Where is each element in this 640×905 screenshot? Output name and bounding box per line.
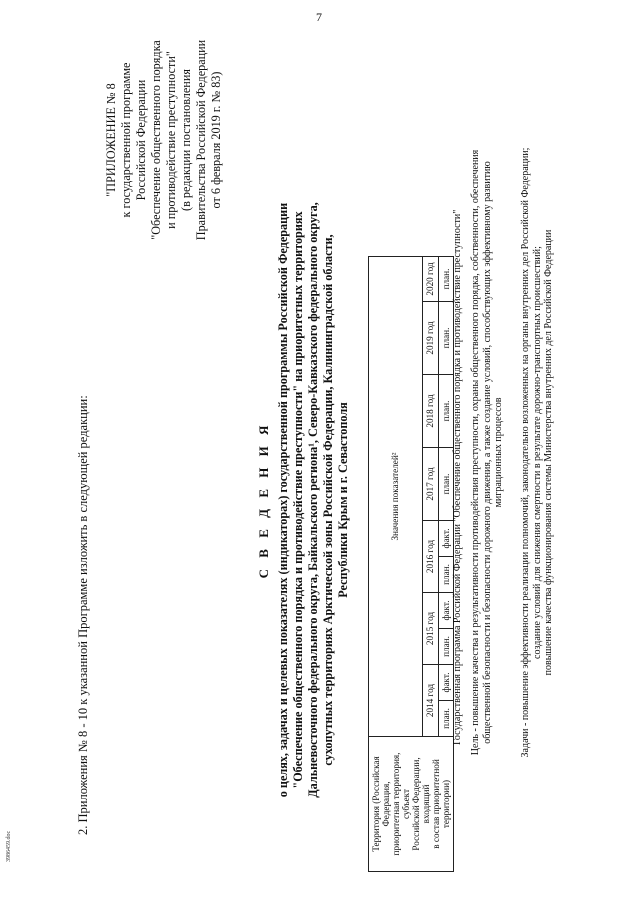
tasks-text [520,0,555,905]
year-header: 2020 год [423,257,439,302]
title-line: Республики Крым и г. Севастополя [336,402,350,598]
subheader-plan: план. [439,701,454,737]
title-line: "Обеспечение общественного порядка и противодействие преступности" на приоритетных территориях [291,211,305,789]
subheader-plan: план. [439,375,454,448]
title-heading: С В Е Д Е Н И Я [256,421,271,579]
appendix-line: и противодействие преступности" [164,51,178,229]
appendix-header [104,15,224,265]
appendix-line: к государственной программе [119,62,133,218]
subheader-plan: план. [439,448,454,521]
title-line: Дальневосточного федерального округа, Байкальского региона¹, Северо-Кавказского федерального округа, [306,202,320,798]
appendix-line: Российской Федерации [134,79,148,201]
title-line: о целях, задачах и целевых показателях (индикаторах) государственной программы Российской Федерации [276,202,290,798]
goal-text [470,0,505,905]
intro-text: 2. Приложения № 8 - 10 к указанной Программе изложить в следующей редакции: [76,395,90,835]
goal-line: миграционных процессов [493,397,504,508]
document-title [256,180,351,820]
subheader-fact: факт. [439,593,454,629]
task-line: Задачи - повышение эффективности реализации полномочий, законодательно возложенных на органы внутренних дел Российской Федерации; [520,147,531,758]
year-header: 2017 год [423,448,439,521]
year-header: 2018 год [423,375,439,448]
indicators-table [368,256,454,872]
year-header: 2014 год [423,665,439,737]
subheader-plan: план. [439,302,454,375]
appendix-line: от 6 февраля 2019 г. № 83) [209,71,223,209]
appendix-line: (в редакции постановления [179,69,193,211]
appendix-line: "Обеспечение общественного порядка [149,40,163,240]
year-header: 2016 год [423,521,439,593]
subheader-fact: факт. [439,665,454,701]
territory-header: Территория (Российская Федерация, приоритетная территория, субъект Российской Федерации, входящий в состав приоритетной территории) [369,737,454,872]
subheader-fact: факт. [439,521,454,557]
subheader-plan: план. [439,257,454,302]
year-header: 2015 год [423,593,439,665]
goal-line: Цель - повышение качества и результативности противодействия преступности, охраны общественного порядка, собственности, обеспечения [470,149,481,756]
subheader-plan: план. [439,557,454,593]
task-line: создание условий для снижения смертности в результате дорожно-транспортных происшествий; [531,246,543,659]
title-line: сухопутных территориях Арктической зоны Российской Федерации, Калининградской области, [321,234,335,766]
values-header: Значения показателей² [369,257,423,737]
page-number: 7 [316,10,322,24]
goal-line: общественной безопасности и безопасности дорожного движения, а также создание условий, способствующих эффективному развитию [481,161,493,744]
appendix-line: Правительства Российской Федерации [194,39,208,241]
year-header: 2019 год [423,302,439,375]
task-line: повышение качества функционирования системы Министерства внутренних дел Российской Федерации [543,229,554,676]
appendix-line: "ПРИЛОЖЕНИЕ № 8 [104,83,118,197]
subheader-plan: план. [439,629,454,665]
program-line: Государственная программа Российской Федерации "Обеспечение общественного порядка и противодействие преступности" [452,209,463,745]
file-name: 3986459.doc [6,830,12,862]
